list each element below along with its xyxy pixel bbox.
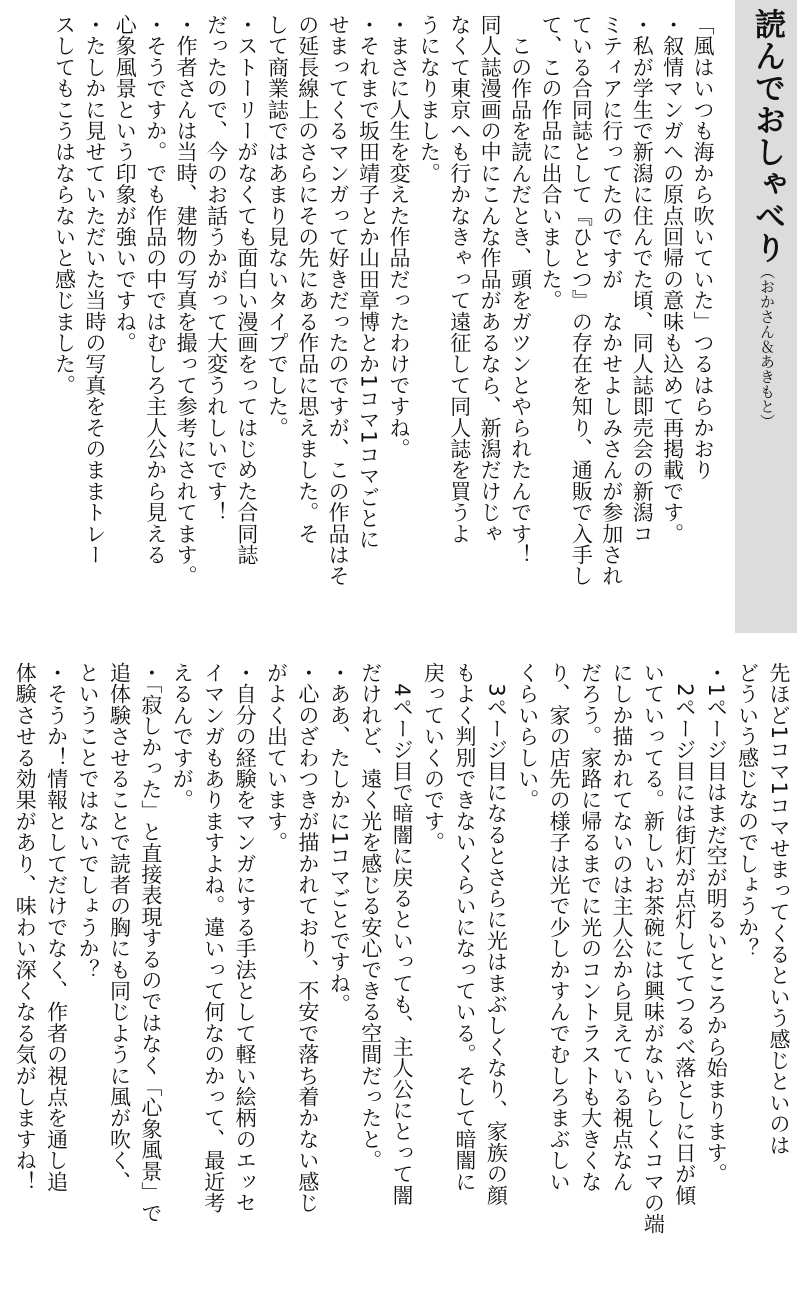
- text-line: ・まさに人生を変えた作品だったわけですね。: [386, 14, 411, 460]
- title-box: [735, 0, 797, 633]
- top-text-block: [48, 14, 718, 639]
- text-line: 2ページ目には街灯が点灯しててつるべ落としに日が傾: [672, 662, 697, 1206]
- text-line: の延長線上のさらにその先にある作品に思えました。そ: [295, 14, 320, 544]
- bottom-text-block: [4, 662, 794, 1292]
- text-line: ・たしかに見せていただいた当時の写真をそのままトレー: [82, 14, 107, 566]
- title-text: 読んでおしゃべり: [749, 8, 785, 264]
- text-line: くらいらしい。: [515, 662, 540, 811]
- text-line: ・自分の経験をマンガにする手法として軽い絵柄のエッセ: [233, 662, 258, 1214]
- text-line: えるんですが。: [170, 662, 195, 811]
- text-line: ・それまで坂田靖子とか山田章博とか1コマ1コマごとに: [356, 14, 381, 550]
- text-line: ・叙情マンガへの原点回帰の意味も込めて再掲載です。: [660, 14, 685, 544]
- text-line: 体験させる効果があり、味わい深くなる気がしますね！: [13, 662, 38, 1192]
- text-line: がよく出ています。: [264, 662, 289, 853]
- text-line: スしてもこうはならないと感じました。: [52, 14, 77, 396]
- text-line: して商業誌ではあまり見ないタイプでした。: [265, 14, 290, 438]
- text-line: ということではないでしょうか？: [76, 662, 101, 980]
- text-line: にしか描かれてないのは主人公から見えている視点なん: [609, 662, 634, 1192]
- text-line: だろう。家路に帰るまでに光のコントラストも大きくな: [578, 662, 603, 1192]
- text-line: ・そうか！情報としてだけでなく、作者の視点を通し追: [44, 662, 69, 1192]
- text-line: 心象風景という印象が強いですね。: [113, 14, 138, 354]
- text-line: だったので、今のお話うかがって大変うれしいです！: [204, 14, 229, 523]
- text-line: ・1ページ目はまだ空が明るいところから始まります。: [704, 662, 729, 1185]
- text-line: ・そうですか。でも作品の中ではむしろ主人公から見える: [143, 14, 168, 566]
- text-line: だけれど、遠く光を感じる安心できる空間だったと。: [358, 662, 383, 1171]
- text-line: せまってくるマンガって好きだったのですが、この作品はそ: [326, 14, 351, 587]
- text-line: どういう感じなのでしょうか？: [735, 662, 760, 959]
- text-line: 3ページ目になるとさらに光はまぶしくなり、家族の顔: [484, 662, 509, 1206]
- title-subtitle: （おかさん＆あきもと）: [758, 264, 776, 429]
- text-line: り、家の店先の様子は光で少しかすんでむしろまぶしい: [547, 662, 572, 1192]
- text-line: イマンガもありますよね。違いって何なのかって、最近考: [201, 662, 226, 1214]
- text-line: て、この作品に出合いました。: [538, 14, 563, 311]
- text-line: なくて東京へも行かなきゃって遠征して同人誌を買うよ: [447, 14, 472, 544]
- text-line: うになりました。: [417, 14, 442, 184]
- text-line: 追体験させることで読者の胸にも同じように風が吹く、: [107, 662, 132, 1192]
- text-line: ・心のざわつきが描かれており、不安で落ち着かない感じ: [295, 662, 320, 1214]
- text-line: 戻っていくのです。: [421, 662, 446, 853]
- text-line: いていってる。新しいお茶碗には興味がないらしくコマの端: [641, 662, 666, 1235]
- page-title: [747, 8, 787, 628]
- text-line: この作品を読んだとき、頭をガツンとやられたんです！: [508, 14, 533, 566]
- text-line: 先ほど1コマ1コマせまってくるという感じといのは: [767, 662, 791, 1156]
- text-line: ・私が学生で新潟に住んでた頃、同人誌即売会の新潟コ: [630, 14, 655, 544]
- text-line: 4ページ目で暗闇に戻るといっても、主人公にとって闇: [390, 662, 415, 1206]
- text-line: ・「寂しかった」と直接表現するのではなく「心象風景」で: [138, 662, 163, 1224]
- text-line: 同人誌漫画の中にこんな作品があるなら、新潟だけじゃ: [478, 14, 503, 544]
- text-line: ・ああ、たしかに1コマごとですね。: [327, 662, 352, 1015]
- text-line: ・作者さんは当時、建物の写真を撮って参考にされてます。: [174, 14, 199, 587]
- text-line: ミティアに行ってたのですが なかせよしみさんが参加され: [599, 14, 624, 587]
- text-line: ・ストーリーがなくても面白い漫画をってはじめた合同誌: [234, 14, 259, 566]
- text-line: ている合同誌として『ひとつ』の存在を知り、通販で入手し: [569, 14, 594, 587]
- text-line: もよく判別できないくらいになっている。そして暗闇に: [452, 662, 477, 1192]
- text-line: 「風はいつも海から吹いていた」つるはらかおり: [691, 14, 715, 481]
